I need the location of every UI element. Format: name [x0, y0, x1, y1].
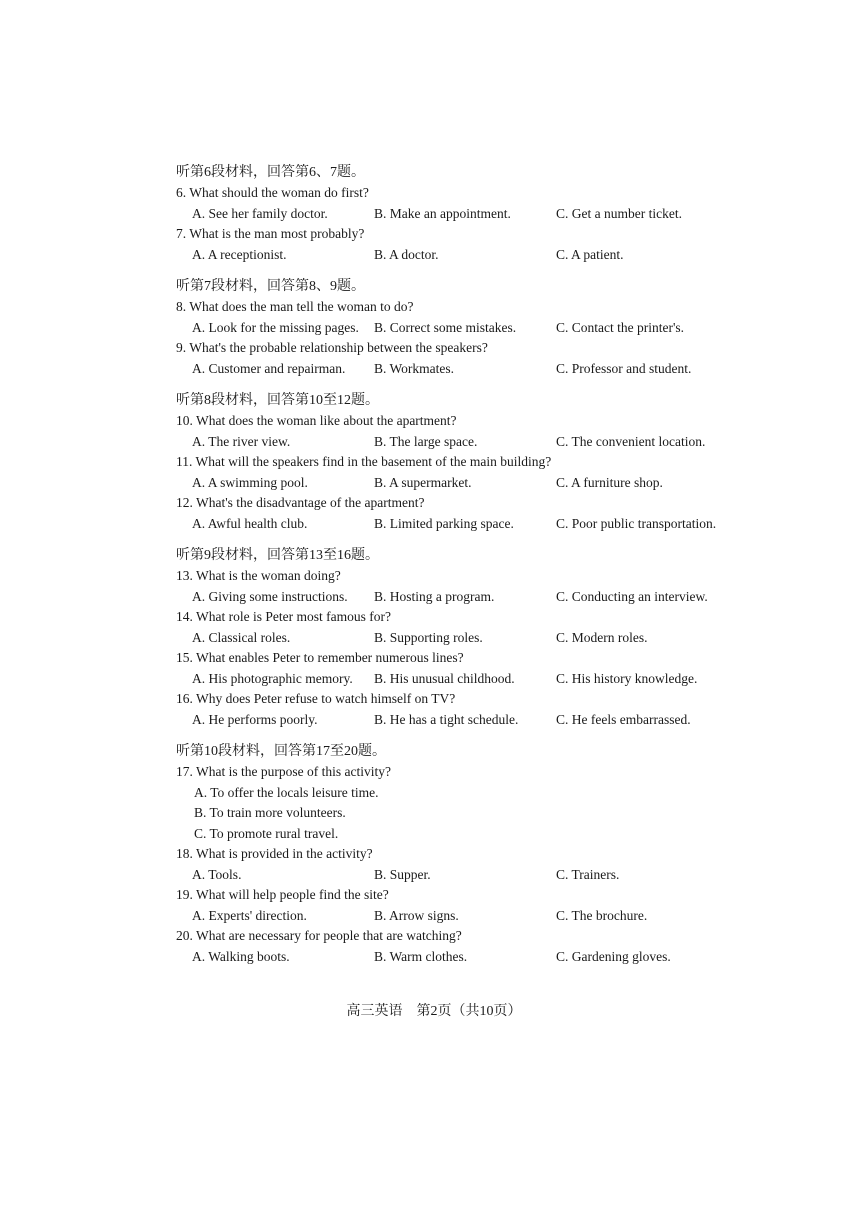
answer-option: B. Make an appointment. — [374, 205, 511, 221]
listening-section — [176, 277, 736, 379]
section-heading: 听第10段材料，回答第17至20题。 — [176, 744, 386, 759]
answer-option: A. He performs poorly. — [192, 711, 318, 727]
answer-option: C. Conducting an interview. — [556, 588, 708, 604]
answer-option: C. The convenient location. — [556, 433, 706, 449]
answer-option: A. Customer and repairman. — [192, 360, 346, 376]
answer-option: B. His unusual childhood. — [374, 670, 515, 686]
answer-options — [176, 906, 736, 927]
answer-option: B. Warm clothes. — [374, 948, 468, 964]
answer-options — [176, 473, 736, 494]
question-text: 7. What is the man most probably? — [176, 226, 365, 241]
answer-option: C. Professor and student. — [556, 360, 692, 376]
answer-option: A. Awful health club. — [192, 515, 308, 531]
answer-options — [176, 669, 736, 690]
question-text: 14. What role is Peter most famous for? — [176, 609, 391, 624]
answer-option: A. Giving some instructions. — [192, 588, 348, 604]
answer-option: A. Tools. — [192, 866, 242, 882]
answer-option: C. He feels embarrassed. — [556, 711, 691, 727]
section-heading: 听第9段材料，回答第13至16题。 — [176, 548, 379, 563]
section-heading: 听第7段材料，回答第8、9题。 — [176, 279, 365, 294]
answer-options — [176, 204, 736, 225]
answer-option: A. Classical roles. — [192, 629, 291, 645]
answer-option: C. Get a number ticket. — [556, 205, 682, 221]
answer-option: C. His history knowledge. — [556, 670, 698, 686]
question-text: 13. What is the woman doing? — [176, 568, 341, 583]
answer-option: B. Supporting roles. — [374, 629, 483, 645]
section-heading: 听第6段材料，回答第6、7题。 — [176, 165, 365, 180]
answer-option: A. Experts' direction. — [192, 907, 307, 923]
answer-options — [176, 865, 736, 886]
answer-option: A. A receptionist. — [192, 246, 287, 262]
answer-option: A. Walking boots. — [192, 948, 290, 964]
exam-content — [176, 163, 736, 979]
answer-option: C. Contact the printer's. — [556, 319, 685, 335]
answer-options — [176, 628, 736, 649]
answer-option: B. Correct some mistakes. — [374, 319, 517, 335]
answer-options — [176, 432, 736, 453]
answer-option: C. The brochure. — [556, 907, 648, 923]
answer-option: A. Look for the missing pages. — [192, 319, 359, 335]
answer-option: C. A furniture shop. — [556, 474, 663, 490]
listening-section — [176, 546, 736, 730]
question-text: 11. What will the speakers find in the basement of the main building? — [176, 454, 552, 469]
answer-option: B. To train more volunteers. — [194, 805, 346, 820]
answer-option: B. Limited parking space. — [374, 515, 514, 531]
answer-option: C. Modern roles. — [556, 629, 648, 645]
answer-option: A. See her family doctor. — [192, 205, 328, 221]
question-text: 20. What are necessary for people that are watching? — [176, 928, 462, 943]
question-text: 6. What should the woman do first? — [176, 185, 369, 200]
answer-option: B. Hosting a program. — [374, 588, 495, 604]
answer-option: A. A swimming pool. — [192, 474, 308, 490]
answer-option: B. Workmates. — [374, 360, 455, 376]
answer-option: A. The river view. — [192, 433, 291, 449]
question-text: 12. What's the disadvantage of the apartment? — [176, 495, 425, 510]
answer-option: B. The large space. — [374, 433, 478, 449]
answer-options — [176, 359, 736, 380]
question-text: 15. What enables Peter to remember numerous lines? — [176, 650, 464, 665]
section-heading: 听第8段材料，回答第10至12题。 — [176, 393, 379, 408]
question-text: 8. What does the man tell the woman to do? — [176, 299, 414, 314]
question-text: 16. Why does Peter refuse to watch himself on TV? — [176, 691, 456, 706]
answer-option: B. Supper. — [374, 866, 431, 882]
answer-option: B. A supermarket. — [374, 474, 472, 490]
answer-option: C. A patient. — [556, 246, 624, 262]
answer-options — [176, 587, 736, 608]
answer-option: C. Gardening gloves. — [556, 948, 671, 964]
answer-option: A. To offer the locals leisure time. — [194, 784, 379, 800]
question-text: 18. What is provided in the activity? — [176, 846, 373, 861]
answer-option: A. His photographic memory. — [192, 670, 353, 686]
answer-options — [176, 514, 736, 535]
page-footer: 高三英语 第2页（共10页） — [346, 1004, 522, 1019]
question-text: 19. What will help people find the site? — [176, 887, 389, 902]
answer-option: B. Arrow signs. — [374, 907, 459, 923]
listening-section — [176, 163, 736, 265]
answer-options — [176, 245, 736, 266]
listening-section — [176, 742, 736, 967]
listening-section — [176, 391, 736, 534]
answer-option: C. Trainers. — [556, 866, 620, 882]
answer-option: C. Poor public transportation. — [556, 515, 717, 531]
answer-options — [176, 710, 736, 731]
answer-option: B. He has a tight schedule. — [374, 711, 519, 727]
answer-options — [176, 947, 736, 968]
answer-options — [176, 783, 736, 845]
question-text: 10. What does the woman like about the apartment? — [176, 413, 457, 428]
question-text: 9. What's the probable relationship between the speakers? — [176, 340, 488, 355]
question-text: 17. What is the purpose of this activity? — [176, 764, 391, 779]
answer-options — [176, 318, 736, 339]
answer-option: B. A doctor. — [374, 246, 439, 262]
answer-option: C. To promote rural travel. — [194, 825, 339, 841]
